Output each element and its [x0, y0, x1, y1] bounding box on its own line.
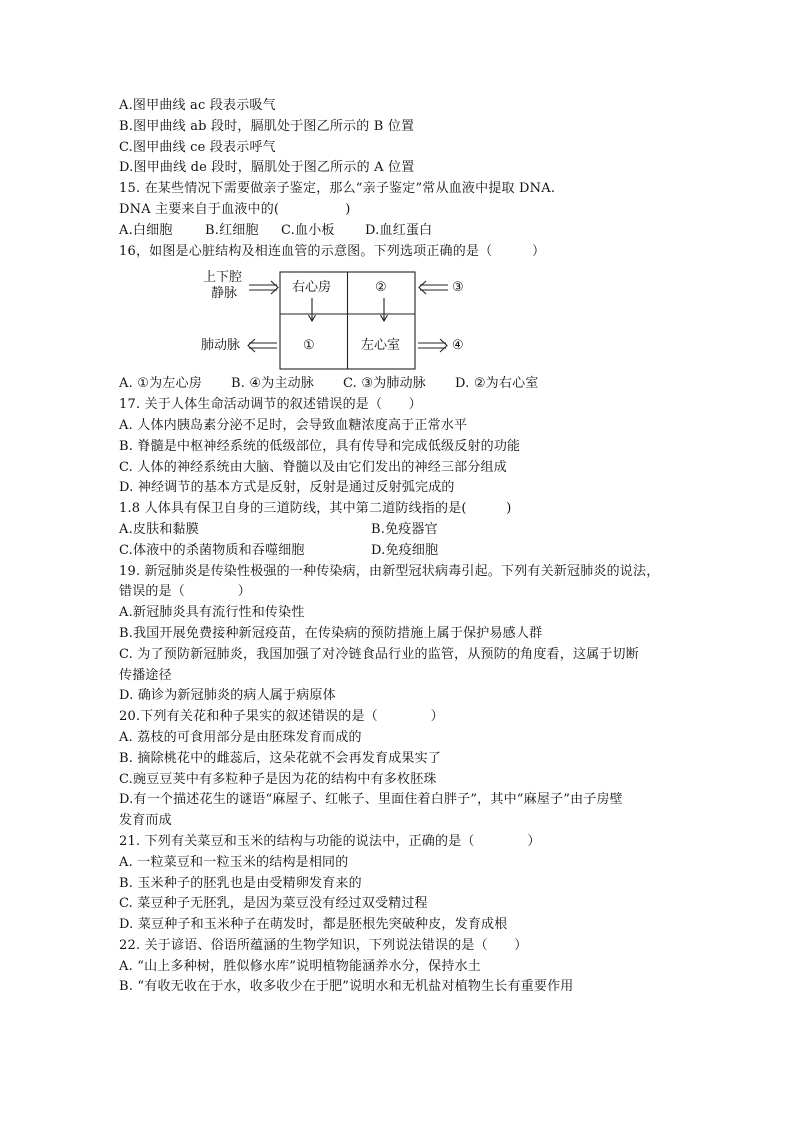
question-22-stem: 22. 关于谚语、俗语所蕴涵的生物学知识，下列说法错误的是（ ）	[119, 937, 528, 953]
circle-2-label: ②	[375, 280, 387, 296]
text-line: D.有一个描述花生的谜语“麻屋子、红帐子、里面住着白胖子”，其中“麻屋子”由子房壁	[119, 792, 623, 808]
text-line: C. 菜豆种子无胚乳，是因为菜豆没有经过双受精过程	[119, 896, 428, 912]
question-16-stem: 16，如图是心脏结构及相连血管的示意图。下列选项正确的是（ ）	[119, 243, 546, 259]
text-line: B. 脊髓是中枢神经系统的低级部位，具有传导和完成低级反射的功能	[119, 438, 521, 454]
text-line: A.图甲曲线 ac 段表示吸气	[119, 98, 276, 113]
circle-1-label: ①	[303, 338, 315, 354]
text-line: C. 为了预防新冠肺炎，我国加强了对冷链食品行业的监管，从预防的角度看，这属于切断	[119, 646, 639, 662]
option-d: D. ②为右心室	[455, 376, 539, 392]
text-line: 发育而成	[119, 813, 172, 829]
question-18-options-row	[119, 520, 739, 541]
option-b: B. ④为主动脉	[231, 376, 315, 392]
heart-diagram	[119, 262, 739, 374]
vein-label-top: 上下腔	[203, 270, 243, 286]
vein-label-bottom: 静脉	[211, 286, 238, 302]
text-line: D. 菜豆种子和玉米种子在萌发时，都是胚根先突破种皮，发育成根	[119, 917, 508, 933]
text-line: A. 荔枝的可食用部分是由胚珠发育而成的	[119, 729, 362, 745]
option-b: B.免疫器官	[371, 521, 438, 537]
question-21-stem: 21. 下列有关菜豆和玉米的结构与功能的说法中，正确的是（ ）	[119, 833, 541, 849]
text-line: 传播途径	[119, 667, 172, 683]
text-line: B.图甲曲线 ab 段时，膈肌处于图乙所示的 B 位置	[119, 118, 415, 134]
option-a: A.皮肤和黏膜	[119, 521, 199, 537]
question-16-options	[119, 374, 739, 395]
text-line: C. 人体的神经系统由大脑、脊髓以及由它们发出的神经三部分组成	[119, 459, 507, 475]
option-c: C.体液中的杀菌物质和吞噬细胞	[119, 542, 305, 558]
text-line: B. “有收无收在于水，收多收少在于肥”说明水和无机盐对植物生长有重要作用	[119, 979, 574, 995]
option-d: D.血红蛋白	[365, 222, 433, 238]
option-c: C.血小板	[281, 222, 335, 238]
text-line: C.图甲曲线 ce 段表示呼气	[119, 139, 276, 155]
pulmonary-artery-label: 肺动脉	[201, 338, 241, 354]
question-19-stem: 19. 新冠肺炎是传染性极强的一种传染病，由新型冠状病毒引起。下列有关新冠肺炎的说法，	[119, 563, 660, 579]
option-b: B.红细胞	[205, 222, 259, 238]
text-line: 错误的是（ ）	[119, 584, 252, 600]
question-18-options-row	[119, 541, 739, 562]
text-line: A. “山上多种树，胜似修水库”说明植物能涵养水分，保持水土	[119, 958, 481, 974]
question-15-options	[119, 221, 739, 242]
left-ventricle-label: 左心室	[361, 338, 401, 354]
question-20-stem: 20.下列有关花和种子果实的叙述错误的是（ ）	[119, 709, 444, 725]
option-d: D.免疫细胞	[371, 542, 439, 558]
option-a: A.白细胞	[119, 222, 173, 238]
text-line: D. 神经调节的基本方式是反射，反射是通过反射弧完成的	[119, 480, 455, 496]
text-line: D. 确诊为新冠肺炎的病人属于病原体	[119, 688, 336, 704]
text-line: B.我国开展免费接种新冠疫苗，在传染病的预防措施上属于保护易感人群	[119, 625, 543, 641]
exam-page	[119, 96, 739, 998]
question-15-stem: 15. 在某些情况下需要做亲子鉴定，那么“亲子鉴定”常从血液中提取 DNA.	[119, 181, 556, 197]
question-15-stem-cont: DNA 主要来自于血液中的( )	[119, 201, 351, 217]
text-line: A. 人体内胰岛素分泌不足时，会导致血糖浓度高于正常水平	[119, 417, 468, 433]
text-line: A. 一粒菜豆和一粒玉米的结构是相同的	[119, 854, 349, 870]
right-atrium-label: 右心房	[292, 280, 332, 296]
option-c: C. ③为肺动脉	[343, 376, 427, 392]
question-18-stem: 1.8 人体具有保卫自身的三道防线，其中第二道防线指的是( )	[119, 501, 512, 517]
option-a: A. ①为左心房	[119, 376, 202, 392]
circle-3-label: ③	[452, 280, 464, 296]
text-line: C.豌豆豆荚中有多粒种子是因为花的结构中有多枚胚珠	[119, 771, 437, 787]
text-line: B. 玉米种子的胚乳也是由受精卵发育来的	[119, 875, 362, 891]
text-line: A.新冠肺炎具有流行性和传染性	[119, 605, 305, 621]
question-17-stem: 17. 关于人体生命活动调节的叙述错误的是（ ）	[119, 397, 422, 413]
circle-4-label: ④	[452, 338, 464, 354]
text-line: B. 摘除桃花中的雌蕊后，这朵花就不会再发育成果实了	[119, 750, 442, 766]
text-line: D.图甲曲线 de 段时，膈肌处于图乙所示的 A 位置	[119, 160, 415, 176]
